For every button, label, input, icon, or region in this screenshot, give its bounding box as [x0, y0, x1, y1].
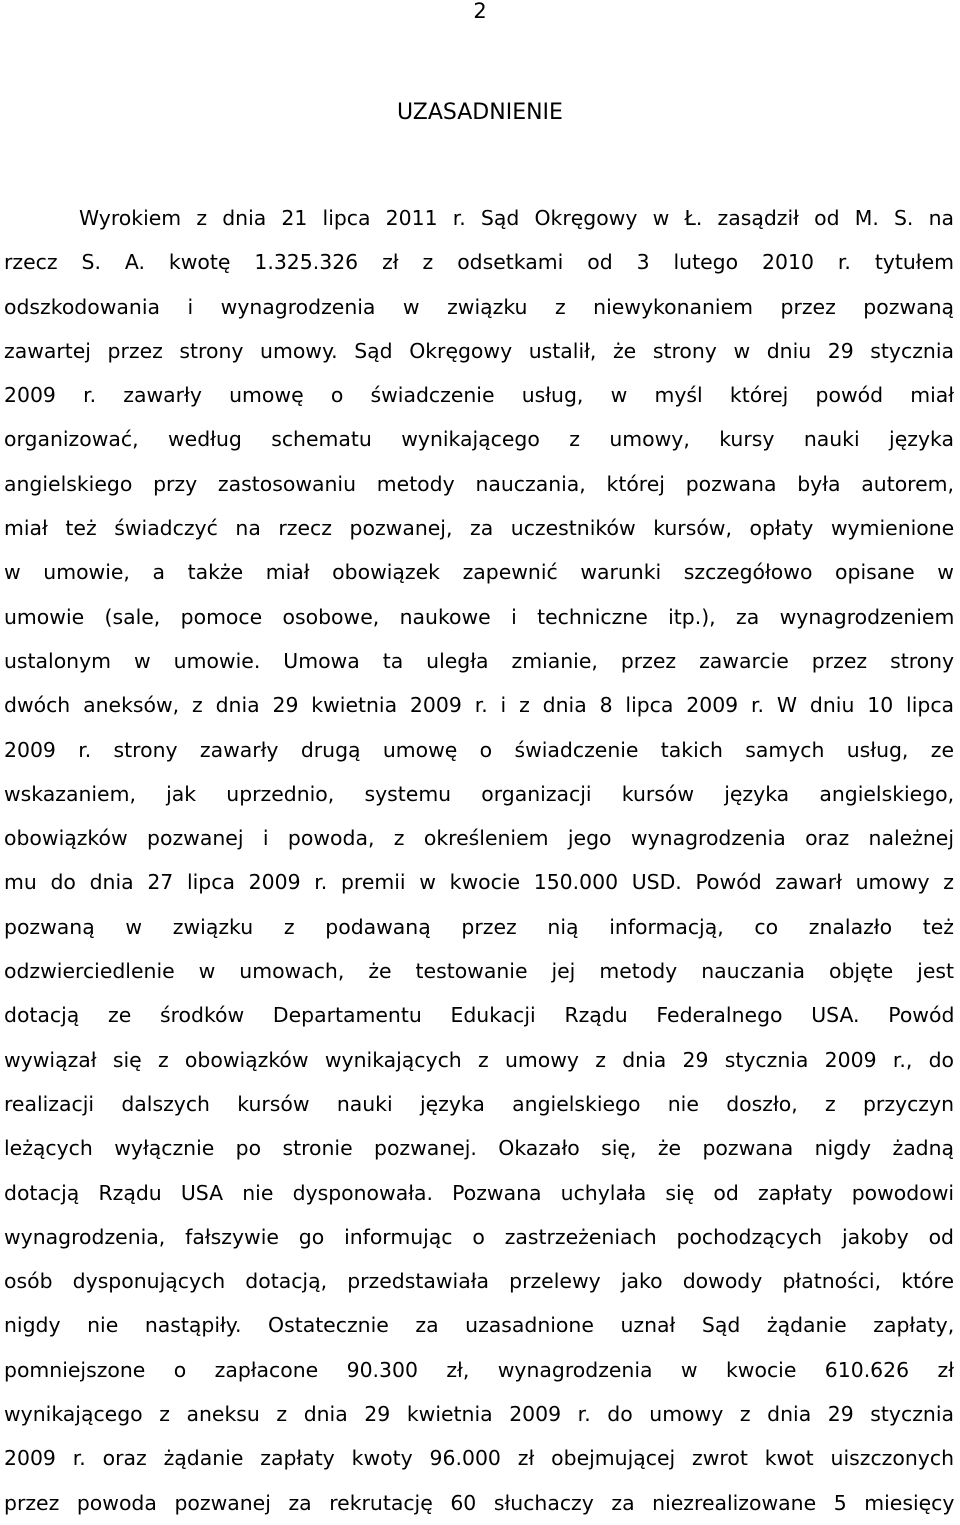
paragraph-line: dwóch aneksów, z dnia 29 kwietnia 2009 r. i z dnia 8 lipca 2009 r. W dniu 10 lipca: [4, 693, 955, 718]
paragraph-line: ustalonym w umowie. Umowa ta uległa zmianie, przez zawarcie przez strony: [4, 648, 955, 673]
paragraph-line: wywiązał się z obowiązków wynikających z umowy z dnia 29 stycznia 2009 r., do: [4, 1047, 954, 1072]
paragraph-line: nigdy nie nastąpiły. Ostatecznie za uzasadnione uznał Sąd żądanie zapłaty,: [4, 1313, 955, 1338]
paragraph-line: umowie (sale, pomoce osobowe, naukowe i techniczne itp.), za wynagrodzeniem: [4, 604, 955, 629]
paragraph-line: osób dysponujących dotacją, przedstawiała przelewy jako dowody płatności, które: [4, 1269, 954, 1294]
paragraph-line: leżących wyłącznie po stronie pozwanej. Okazało się, że pozwana nigdy żadną: [4, 1136, 955, 1161]
paragraph-line: przez powoda pozwanej za rekrutację 60 słuchaczy za niezrealizowane 5 miesięcy: [4, 1490, 955, 1515]
paragraph-line: odzwierciedlenie w umowach, że testowanie jej metody nauczania objęte jest: [4, 959, 954, 984]
paragraph-line: w umowie, a także miał obowiązek zapewnić warunki szczegółowo opisane w: [4, 560, 954, 585]
paragraph-line: dotacją ze środków Departamentu Edukacji Rządu Federalnego USA. Powód: [4, 1003, 955, 1028]
paragraph-line: rzecz S. A. kwotę 1.325.326 zł z odsetkami od 3 lutego 2010 r. tytułem: [4, 250, 954, 275]
paragraph-line: wskazaniem, jak uprzednio, systemu organizacji kursów języka angielskiego,: [4, 781, 955, 806]
paragraph-line: pomniejszone o zapłacone 90.300 zł, wynagrodzenia w kwocie 610.626 zł: [4, 1357, 954, 1382]
paragraph-line: 2009 r. zawarły umowę o świadczenie usług, w myśl której powód miał: [4, 383, 955, 408]
paragraph-line: pozwaną w związku z podawaną przez nią informacją, co znalazło też: [4, 914, 954, 939]
paragraph-line: obowiązków pozwanej i powoda, z określeniem jego wynagrodzenia oraz należnej: [4, 826, 954, 851]
paragraph-line: wynagrodzenia, fałszywie go informując o zastrzeżeniach pochodzących jakoby od: [4, 1224, 954, 1249]
paragraph-line: zawartej przez strony umowy. Sąd Okręgowy ustalił, że strony w dniu 29 stycznia: [4, 338, 954, 363]
document-heading: UZASADNIENIE: [397, 100, 563, 125]
paragraph-line: odszkodowania i wynagrodzenia w związku z niewykonaniem przez pozwaną: [4, 294, 954, 319]
paragraph-line: Wyrokiem z dnia 21 lipca 2011 r. Sąd Okręgowy w Ł. zasądził od M. S. na: [79, 206, 954, 230]
paragraph-line: angielskiego przy zastosowaniu metody nauczania, której pozwana była autorem,: [4, 471, 954, 496]
page-number: 2: [473, 0, 487, 23]
paragraph-line: mu do dnia 27 lipca 2009 r. premii w kwocie 150.000 USD. Powód zawarł umowy z: [4, 870, 954, 895]
paragraph-line: wynikającego z aneksu z dnia 29 kwietnia 2009 r. do umowy z dnia 29 stycznia: [4, 1402, 954, 1427]
paragraph-line: 2009 r. oraz żądanie zapłaty kwoty 96.000 zł obejmującej zwrot kwot uiszczonych: [4, 1446, 954, 1471]
justification-paragraph: [4, 196, 954, 1525]
paragraph-line: 2009 r. strony zawarły drugą umowę o świadczenie takich samych usług, ze: [4, 737, 954, 762]
paragraph-line: miał też świadczyć na rzecz pozwanej, za uczestników kursów, opłaty wymienione: [4, 516, 955, 541]
paragraph-line: dotacją Rządu USA nie dysponowała. Pozwana uchylała się od zapłaty powodowi: [4, 1180, 955, 1205]
paragraph-line: realizacji dalszych kursów nauki języka angielskiego nie doszło, z przyczyn: [4, 1091, 954, 1116]
paragraph-line: organizować, według schematu wynikającego z umowy, kursy nauki języka: [4, 427, 954, 452]
